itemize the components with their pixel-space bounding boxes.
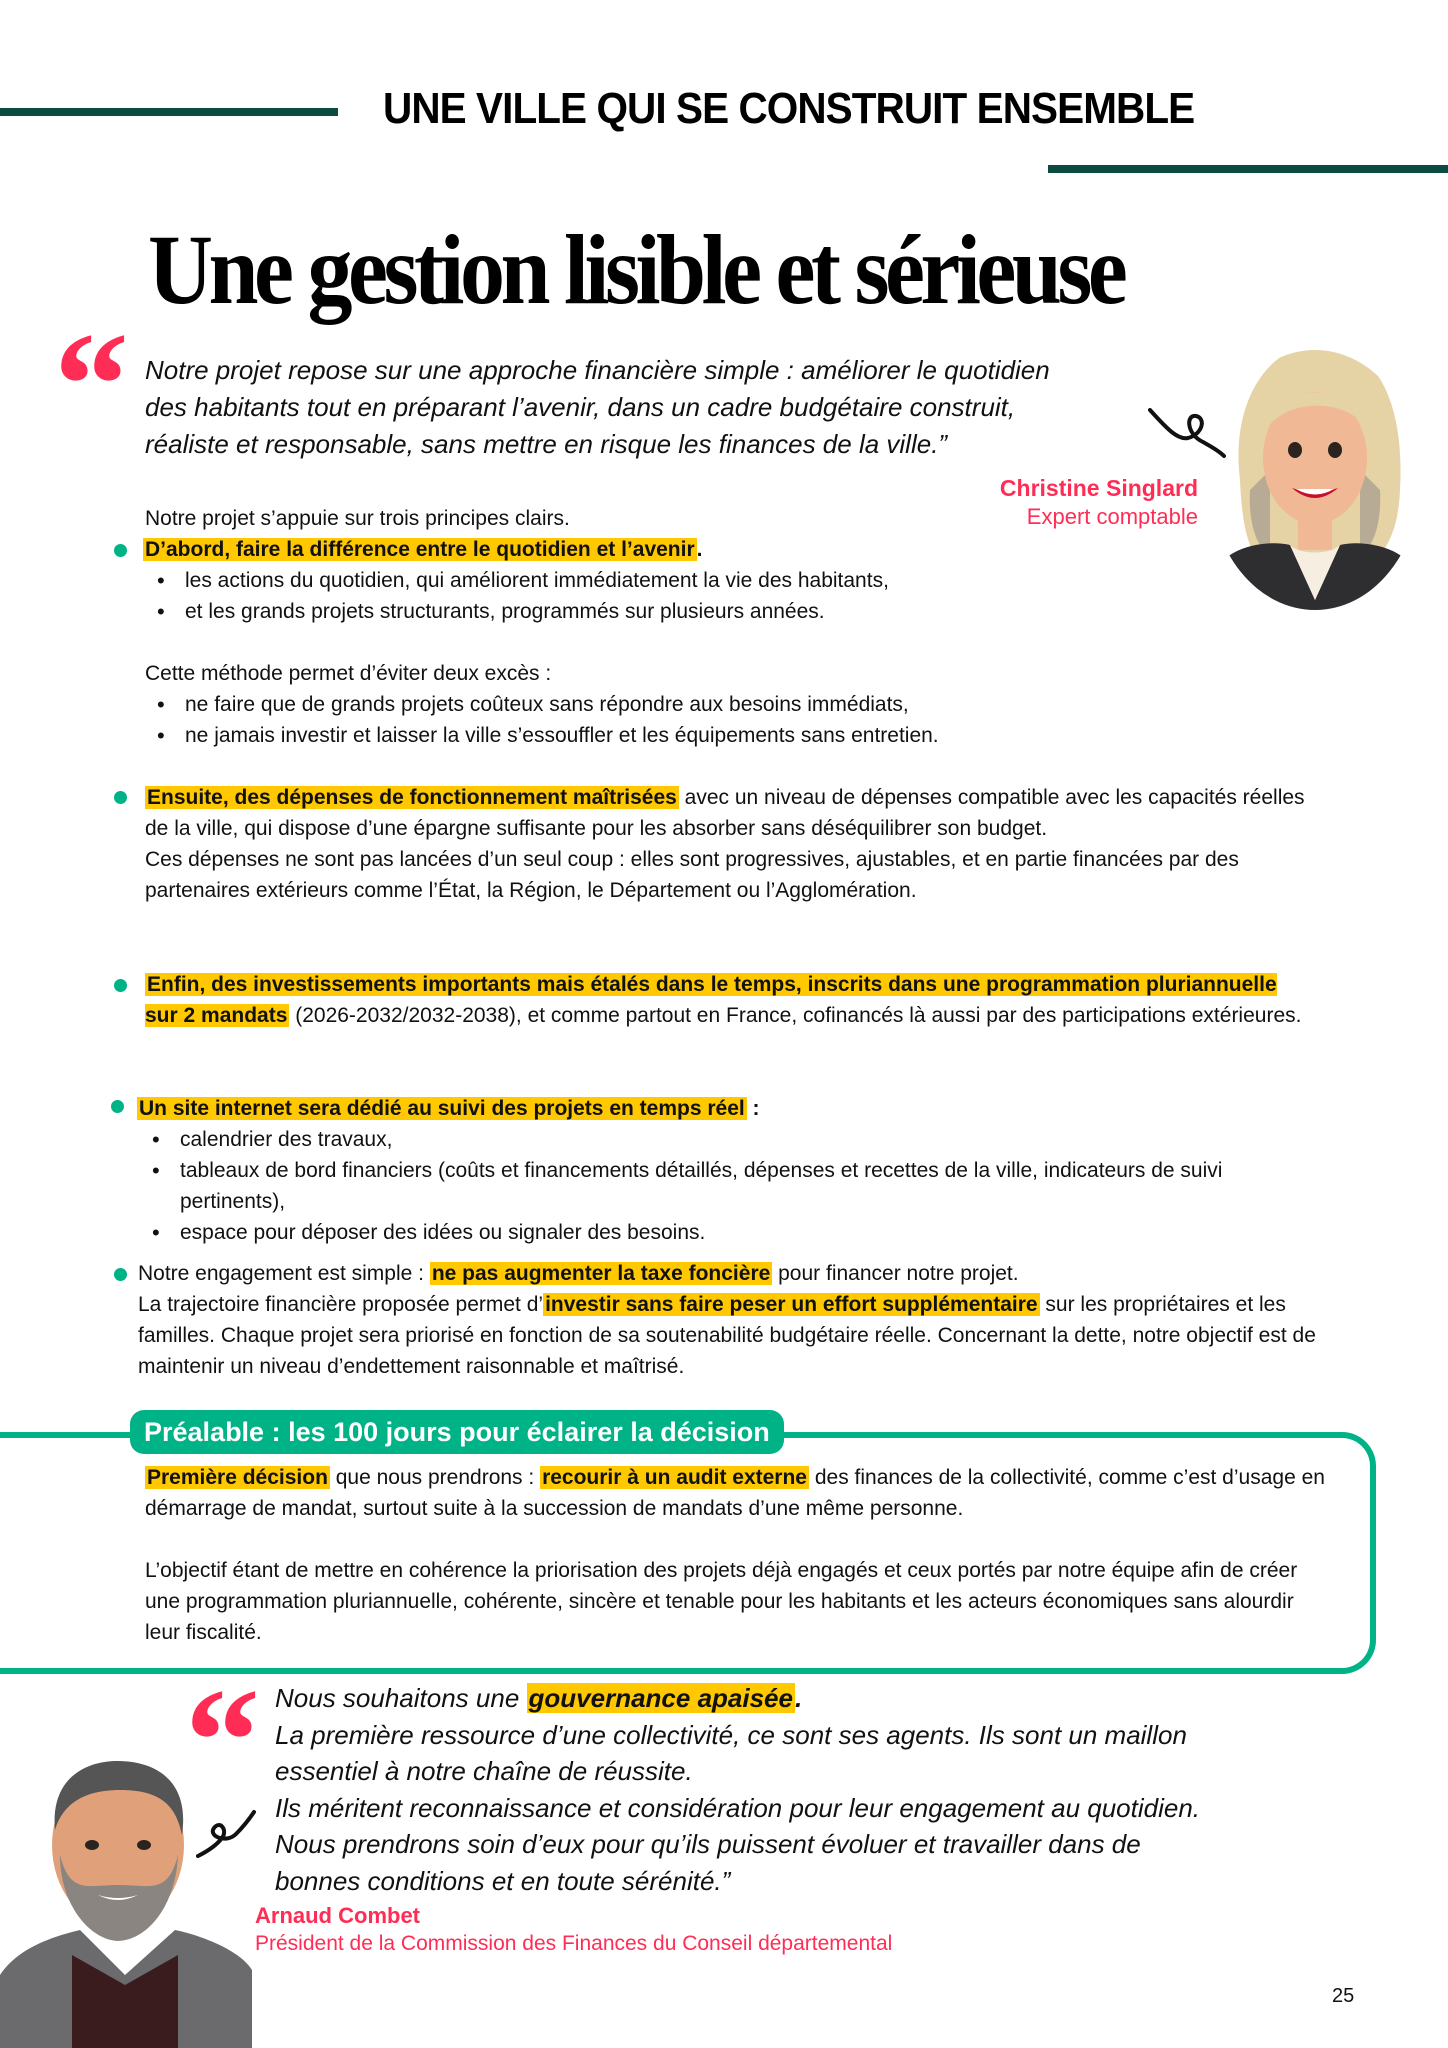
- highlight: D’abord, faire la différence entre le quotidien et l’avenir: [145, 538, 695, 561]
- quote1-line: Notre projet repose sur une approche financière simple : améliorer le quotidien: [145, 355, 1050, 385]
- list-item: • ne jamais investir et laisser la ville s’essouffler et les équipements sans entretien.: [145, 720, 1245, 751]
- man-portrait-icon: [0, 1745, 255, 2048]
- text: avec un niveau de dépenses compatible avec les capacités réelles de la ville, qui dispose d’une épargne suffisante pour les absorber sans déséquilibrer son budget.: [145, 786, 1305, 840]
- header-bar-left: [0, 108, 338, 116]
- prealable-text: [145, 1462, 1325, 1524]
- text: (2026-2032/2032-2038), et comme partout en France, cofinancés là aussi par des participations extérieures.: [289, 1004, 1302, 1027]
- quote2-author-role: Président de la Commission des Finances du Conseil départemental: [255, 1932, 893, 1955]
- quote2-text: [275, 1680, 1395, 1899]
- bullet-dot-icon: [111, 1100, 124, 1113]
- text: La trajectoire financière proposée permet d’: [138, 1293, 544, 1316]
- quote1-line: des habitants tout en préparant l’avenir, dans un cadre budgétaire construit,: [145, 392, 1016, 422]
- list-item: • ne faire que de grands projets coûteux sans répondre aux besoins immédiats,: [145, 689, 1245, 720]
- bullet-dot-icon: [114, 791, 127, 804]
- principle3-text: [145, 969, 1315, 1031]
- bullet-dot-icon: [114, 979, 127, 992]
- method-list: [145, 689, 1245, 751]
- principle2-text: [145, 782, 1315, 906]
- header-bar-right: [1048, 165, 1448, 173]
- text: pour financer notre projet.: [772, 1262, 1019, 1285]
- quote2-line: bonnes conditions et en toute sérénité.”: [275, 1865, 731, 1896]
- highlight: Ensuite, des dépenses de fonctionnement maîtrisées: [147, 786, 677, 809]
- quote2-line: [275, 1680, 1395, 1717]
- quote1-text: [145, 352, 1175, 463]
- highlight: Un site internet sera dédié au suivi des projets en temps réel: [139, 1097, 745, 1120]
- quote2-line: essentiel à notre chaîne de réussite.: [275, 1756, 693, 1786]
- page-number: 25: [1332, 1985, 1355, 2007]
- text: Ces dépenses ne sont pas lancées d’un seul coup : elles sont progressives, ajustables, et en partie financées par des partenaires extérieurs comme l’État, la Région, le Département ou l’Agglomération.: [145, 848, 1239, 902]
- avatar-arnaud-combet: [0, 1745, 255, 2048]
- prealable-tab: Préalable : les 100 jours pour éclairer la décision: [130, 1410, 784, 1454]
- quote2-author-name: Arnaud Combet: [255, 1903, 420, 1928]
- quote1-author-role: Expert comptable: [1026, 504, 1198, 529]
- list-item: • et les grands projets structurants, programmés sur plusieurs années.: [145, 596, 1045, 627]
- quote2-line: Ils méritent reconnaissance et considération pour leur engagement au quotidien.: [275, 1792, 1201, 1823]
- page-title: Une gestion lisible et sérieuse: [148, 214, 1124, 325]
- list-item: • calendrier des travaux,: [140, 1124, 1310, 1155]
- text: .: [696, 538, 703, 561]
- text: Notre engagement est simple :: [138, 1262, 430, 1285]
- list-item: • les actions du quotidien, qui améliorent immédiatement la vie des habitants,: [145, 565, 1045, 596]
- website-list: [140, 1124, 1310, 1248]
- quote2-line: Nous prendrons soin d’eux pour qu’ils puissent évoluer et travailler dans de: [275, 1829, 1141, 1859]
- avatar-christine-singlard: [1210, 340, 1420, 610]
- text: .: [794, 1683, 803, 1713]
- text: Nous souhaitons une: [275, 1683, 527, 1713]
- intro-text: Notre projet s’appuie sur trois principes clairs.: [145, 507, 570, 530]
- list-item: • tableaux de bord financiers (coûts et financements détaillés, dépenses et recettes de la ville, indicateurs de suivi pertinents),: [140, 1155, 1310, 1217]
- quote2-line: La première ressource d’une collectivité, ce sont ses agents. Ils sont un maillon: [275, 1719, 1187, 1750]
- bullet-dot-icon: [114, 1268, 127, 1281]
- quote1-line: réaliste et responsable, sans mettre en risque les finances de la ville.”: [145, 429, 948, 459]
- highlight: Première décision: [147, 1466, 328, 1489]
- prealable-paragraph-2: L’objectif étant de mettre en cohérence la priorisation des projets déjà engagés et ceux portés par notre équipe afin de créer une programmation pluriannuelle, cohérente, sincère et tenable pour les habitants et les acteurs économiques sans alourdir leur fiscalité.: [145, 1559, 1298, 1644]
- highlight: recourir à un audit externe: [542, 1466, 807, 1489]
- section-kicker: UNE VILLE QUI SE CONSTRUIT ENSEMBLE: [383, 84, 1195, 133]
- woman-portrait-icon: [1210, 340, 1420, 610]
- text: des finances de la collectivité, comme c’est d’usage en démarrage de mandat, surtout suite à la succession de mandats d’une même personne.: [145, 1466, 1325, 1520]
- quote1-author-name: Christine Singlard: [999, 475, 1198, 501]
- text: sur les propriétaires et les familles. Chaque projet sera priorisé en fonction de sa soutenabilité budgétaire réelle. Concernant la dette, notre objectif est de maintenir un niveau d’endettement raisonnable et maîtrisé.: [138, 1293, 1316, 1378]
- principle1-list: [145, 565, 1045, 627]
- highlight: investir sans faire peser un effort supplémentaire: [545, 1293, 1038, 1316]
- method-intro: Cette méthode permet d’éviter deux excès :: [145, 662, 552, 685]
- highlight: ne pas augmenter la taxe foncière: [431, 1262, 771, 1285]
- highlight: gouvernance apaisée: [528, 1683, 793, 1713]
- list-item: • espace pour déposer des idées ou signaler des besoins.: [140, 1217, 1310, 1248]
- quote-mark-icon: “: [54, 302, 129, 468]
- engagement-text: [138, 1258, 1318, 1382]
- highlight: Enfin, des investissements importants mais étalés dans le temps, inscrits dans une programmation pluriannuelle sur 2 mandats: [145, 973, 1277, 1027]
- bullet-dot-icon: [114, 544, 127, 557]
- text: :: [746, 1097, 760, 1120]
- principle1-heading: [143, 534, 702, 565]
- text: que nous prendrons :: [329, 1466, 541, 1489]
- website-heading: [137, 1093, 760, 1124]
- quote-mark-icon: “: [185, 1658, 260, 1824]
